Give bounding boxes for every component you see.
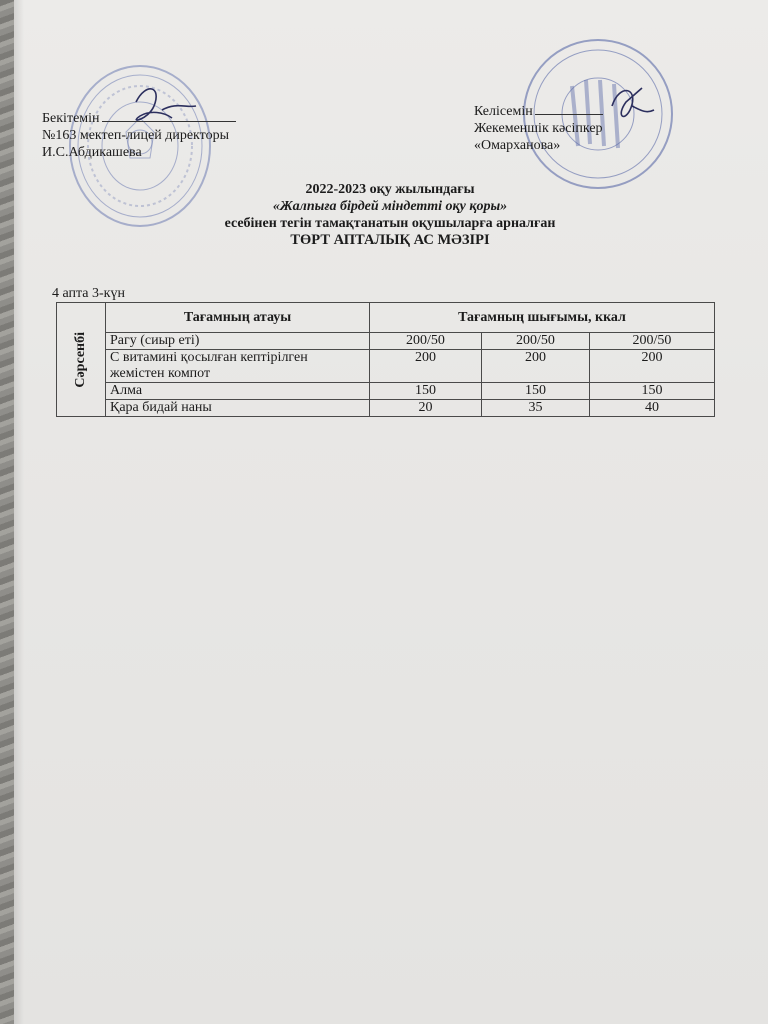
menu-table xyxy=(56,302,715,417)
agreement-signature-line xyxy=(535,114,603,115)
output-cell: 200 xyxy=(370,350,482,383)
week-day-label: 4 апта 3-күн xyxy=(52,286,125,301)
title-line-menu: ТӨРТ АПТАЛЫҚ АС МӘЗІРІ xyxy=(290,232,490,248)
table-row xyxy=(57,383,715,400)
output-cell: 150 xyxy=(482,383,590,400)
agreement-position: Жекеменшік кәсіпкер xyxy=(474,121,603,136)
output-cell: 35 xyxy=(482,400,590,417)
output-cell: 150 xyxy=(370,383,482,400)
approval-signature-line xyxy=(102,121,236,122)
day-name-cell xyxy=(57,303,106,417)
dish-cell: Алма xyxy=(106,383,370,400)
table-row xyxy=(57,350,715,383)
agreement-title: Келісемін xyxy=(474,104,533,119)
title-line-fund: «Жалпыға бірдей міндетті оқу қоры» xyxy=(272,199,508,214)
output-cell: 200 xyxy=(590,350,715,383)
output-cell: 200/50 xyxy=(482,333,590,350)
dish-name-header: Тағамның атауы xyxy=(106,303,370,333)
sheet-shadow xyxy=(14,0,24,1024)
dish-cell: Қара бидай наны xyxy=(106,400,370,417)
approval-block xyxy=(42,110,236,161)
approval-name: И.С.Абдикашева xyxy=(42,145,142,160)
title-line-purpose: есебінен тегін тамақтанатын оқушыларға арналған xyxy=(224,216,556,231)
output-header: Тағамның шығымы, ккал xyxy=(370,303,715,333)
table-row xyxy=(57,400,715,417)
approval-position: №163 мектеп-лицей директоры xyxy=(42,128,229,143)
output-cell: 20 xyxy=(370,400,482,417)
table-header-row xyxy=(57,303,715,333)
output-cell: 200 xyxy=(482,350,590,383)
agreement-block xyxy=(474,103,603,154)
document-title xyxy=(120,181,660,249)
title-line-year: 2022-2023 оқу жылындағы xyxy=(305,182,475,197)
dish-cell: С витамині қосылған кептірілген жемістен компот xyxy=(106,350,370,383)
output-cell: 150 xyxy=(590,383,715,400)
day-name: Сәрсенбі xyxy=(73,331,88,388)
agreement-name: «Омарханова» xyxy=(474,138,561,153)
output-cell: 40 xyxy=(590,400,715,417)
output-cell: 200/50 xyxy=(370,333,482,350)
dish-cell: Рагу (сиыр еті) xyxy=(106,333,370,350)
output-cell: 200/50 xyxy=(590,333,715,350)
table-row xyxy=(57,333,715,350)
approval-title: Бекітемін xyxy=(42,111,100,126)
